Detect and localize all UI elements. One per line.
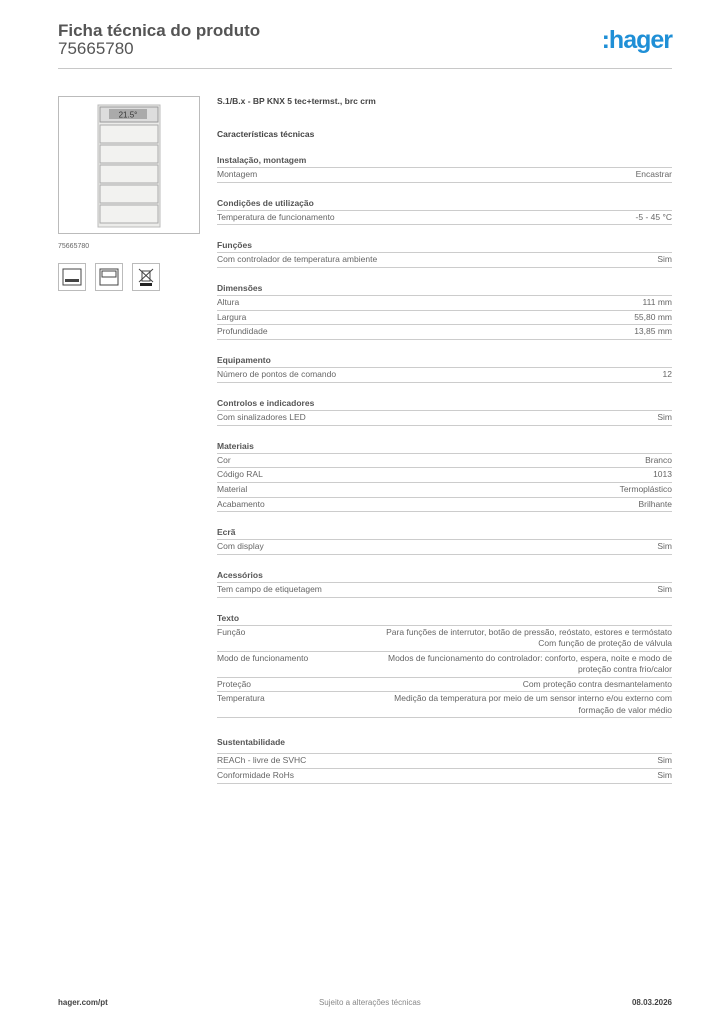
spec-row bbox=[217, 311, 672, 326]
section-heading: Texto bbox=[217, 612, 672, 626]
spec-content bbox=[217, 96, 672, 784]
spec-value: Com proteção contra desmantelamento bbox=[522, 678, 672, 689]
section-heading: Instalação, montagem bbox=[217, 154, 672, 168]
spec-label: Código RAL bbox=[217, 469, 263, 480]
spec-value: Termoplástico bbox=[619, 483, 672, 494]
spec-label: Largura bbox=[217, 311, 247, 322]
spec-value: Sim bbox=[657, 769, 672, 780]
spec-value: Sim bbox=[657, 254, 672, 265]
spec-section bbox=[217, 282, 672, 340]
spec-value: 111 mm bbox=[642, 297, 672, 308]
spec-label: Temperatura de funcionamento bbox=[217, 211, 335, 222]
spec-label: Material bbox=[217, 483, 248, 494]
spec-value: Branco bbox=[645, 454, 672, 465]
section-heading: Dimensões bbox=[217, 282, 672, 296]
section-heading: Sustentabilidade bbox=[217, 736, 672, 754]
spec-label: Número de pontos de comando bbox=[217, 369, 337, 380]
spec-label: Função bbox=[217, 626, 246, 637]
product-code: 75665780 bbox=[58, 39, 134, 58]
characteristics-heading: Características técnicas bbox=[217, 129, 315, 139]
spec-row bbox=[217, 296, 672, 311]
spec-value: Modos de funcionamento do controlador: conforto, espera, noite e modo de proteção contra frio/calor bbox=[388, 652, 672, 674]
feature-icons bbox=[58, 263, 160, 291]
spec-row bbox=[217, 692, 672, 718]
spec-row bbox=[217, 253, 672, 268]
spec-label: Temperatura bbox=[217, 693, 265, 704]
section-heading: Funções bbox=[217, 239, 672, 253]
spec-row bbox=[217, 498, 672, 513]
spec-value: Brilhante bbox=[638, 498, 672, 509]
spec-section bbox=[217, 526, 672, 555]
spec-value: Encastrar bbox=[635, 169, 672, 179]
spec-row bbox=[217, 626, 672, 652]
flush-mount-icon bbox=[58, 263, 86, 291]
section-heading: Controlos e indicadores bbox=[217, 397, 672, 411]
spec-section bbox=[217, 197, 672, 226]
image-caption: 75665780 bbox=[58, 243, 90, 250]
section-heading: Equipamento bbox=[217, 354, 672, 368]
spec-value: 12 bbox=[662, 369, 672, 380]
spec-value: 1013 bbox=[653, 469, 672, 480]
spec-value: 13,85 mm bbox=[634, 326, 672, 337]
spec-section bbox=[217, 612, 672, 719]
spec-row bbox=[217, 454, 672, 469]
spec-section bbox=[217, 354, 672, 383]
spec-row bbox=[217, 411, 672, 426]
footer bbox=[58, 998, 672, 1007]
section-heading: Acessórios bbox=[217, 569, 672, 583]
spec-row bbox=[217, 325, 672, 340]
weee-bin-icon bbox=[132, 263, 160, 291]
spec-row bbox=[217, 652, 672, 678]
section-heading: Ecrã bbox=[217, 526, 672, 540]
spec-value: Sim bbox=[657, 755, 672, 766]
spec-label: Montagem bbox=[217, 169, 258, 179]
spec-row bbox=[217, 583, 672, 598]
spec-value: 55,80 mm bbox=[634, 311, 672, 322]
spec-row bbox=[217, 168, 672, 183]
spec-label: Profundidade bbox=[217, 326, 268, 337]
spec-label: Modo de funcionamento bbox=[217, 652, 309, 663]
product-image bbox=[58, 96, 200, 234]
spec-label: Conformidade RoHs bbox=[217, 769, 295, 780]
spec-label: Tem campo de etiquetagem bbox=[217, 583, 322, 594]
footer-date: 08.03.2026 bbox=[631, 998, 672, 1007]
spec-value: -5 - 45 °C bbox=[635, 211, 672, 222]
display-reading: 21.5° bbox=[118, 110, 138, 120]
footer-website: hager.com/pt bbox=[58, 998, 108, 1007]
spec-section bbox=[217, 440, 672, 513]
spec-label: Com controlador de temperatura ambiente bbox=[217, 254, 378, 265]
spec-row bbox=[217, 769, 672, 784]
spec-label: Cor bbox=[217, 454, 231, 465]
header-divider bbox=[58, 68, 672, 69]
spec-label: Com display bbox=[217, 541, 264, 552]
spec-row bbox=[217, 754, 672, 769]
spec-section bbox=[217, 397, 672, 426]
spec-section bbox=[217, 736, 672, 783]
spec-section bbox=[217, 154, 672, 183]
document-title: Ficha técnica do produto bbox=[58, 21, 261, 40]
spec-sections bbox=[217, 154, 672, 784]
hager-logo: :hager bbox=[601, 26, 672, 54]
section-heading: Condições de utilização bbox=[217, 197, 672, 211]
spec-value: Sim bbox=[657, 541, 672, 552]
spec-value: Para funções de interrutor, botão de pressão, reóstato, estores e termóstato Com função de proteção de válvula bbox=[386, 626, 672, 648]
footer-disclaimer: Sujeito a alterações técnicas bbox=[318, 998, 421, 1007]
spec-label: Com sinalizadores LED bbox=[217, 411, 306, 422]
spec-label: Acabamento bbox=[217, 498, 265, 509]
spec-label: REACh - livre de SVHC bbox=[217, 755, 307, 766]
spec-row bbox=[217, 540, 672, 555]
spec-label: Altura bbox=[217, 297, 240, 308]
product-name: S.1/B.x - BP KNX 5 tec+termst., brc crm bbox=[217, 96, 376, 106]
section-heading: Materiais bbox=[217, 440, 672, 454]
spec-row bbox=[217, 483, 672, 498]
spec-value: Medição da temperatura por meio de um sensor interno e/ou externo com formação de valor médio bbox=[394, 693, 672, 715]
spec-row bbox=[217, 211, 672, 226]
spec-label: Proteção bbox=[217, 678, 252, 689]
spec-value: Sim bbox=[657, 411, 672, 422]
spec-row bbox=[217, 678, 672, 693]
spec-value: Sim bbox=[657, 583, 672, 594]
spec-row bbox=[217, 368, 672, 383]
spec-section bbox=[217, 569, 672, 598]
display-icon bbox=[95, 263, 123, 291]
spec-row bbox=[217, 468, 672, 483]
spec-section bbox=[217, 239, 672, 268]
